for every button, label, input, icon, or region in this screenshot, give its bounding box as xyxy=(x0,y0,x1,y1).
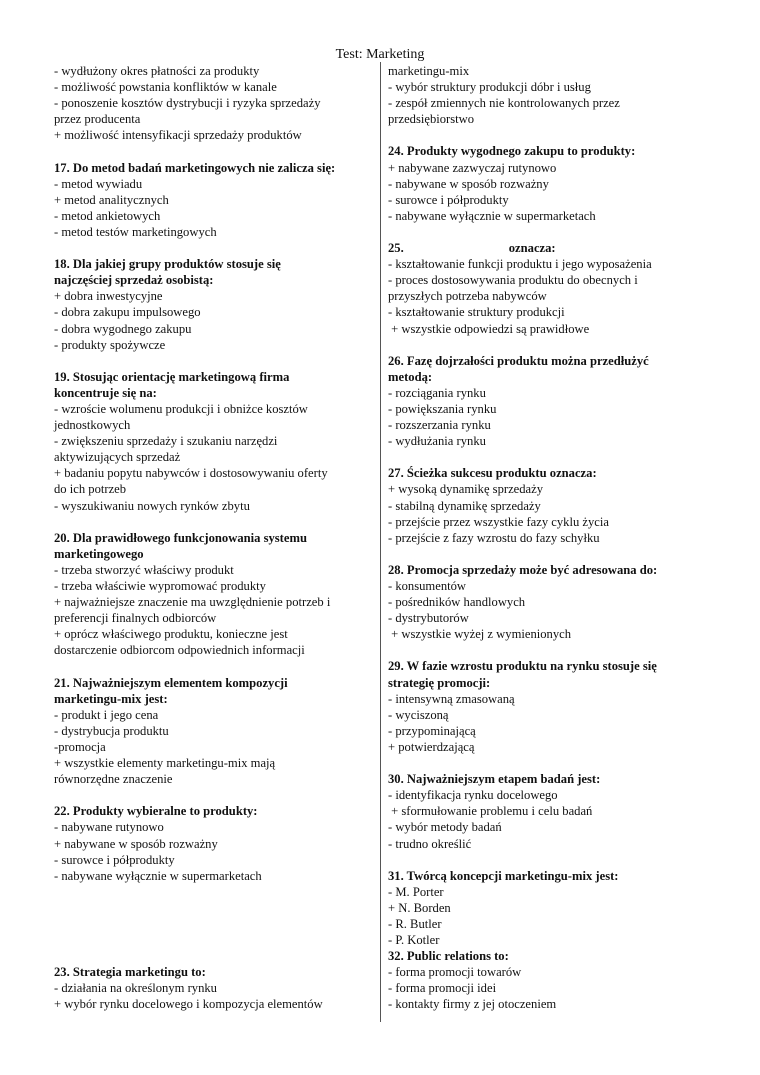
continued-answers xyxy=(388,63,708,127)
question-text: 28. Promocja sprzedaży może być adresowana do: xyxy=(388,562,658,577)
answer-line: przez producenta xyxy=(54,112,141,127)
answer-line: - wydłużania rynku xyxy=(388,434,486,449)
question-text: marketingu-mix jest: xyxy=(54,691,168,706)
answer-line: - dystrybutorów xyxy=(388,611,469,626)
answer-line: aktywizujących sprzedaż xyxy=(54,450,181,465)
question-text: najczęściej sprzedaż osobistą: xyxy=(54,273,214,288)
answer-line: - powiększania rynku xyxy=(388,401,497,416)
continued-answers xyxy=(54,63,376,143)
question-27 xyxy=(388,465,708,545)
answer-line: + wszystkie odpowiedzi są prawidłowe xyxy=(388,321,590,336)
answer-line: + badaniu popytu nabywców i dostosowywaniu oferty xyxy=(54,466,328,481)
answer-line: - dystrybucja produktu xyxy=(54,723,169,738)
answer-line: przyszłych potrzeba nabywców xyxy=(388,289,547,304)
answer-line: - P. Kotler xyxy=(388,933,440,948)
answer-line: - nabywane w sposób rozważny xyxy=(388,176,549,191)
answer-line: - produkt i jego cena xyxy=(54,707,159,722)
answer-line: - surowce i półprodukty xyxy=(54,852,175,867)
answer-line: - zespół zmiennych nie kontrolowanych przez xyxy=(388,96,620,111)
question-21 xyxy=(54,675,376,788)
answer-line: - nabywane wyłącznie w supermarketach xyxy=(388,208,596,223)
question-text: koncentruje się na: xyxy=(54,385,157,400)
answer-line: - surowce i półprodukty xyxy=(388,192,509,207)
question-22 xyxy=(54,803,376,883)
question-text: 27. Ścieżka sukcesu produktu oznacza: xyxy=(388,466,597,481)
answer-line: - przejście przez wszystkie fazy cyklu życia xyxy=(388,514,609,529)
answer-line: + wysoką dynamikę sprzedaży xyxy=(388,482,544,497)
answer-line: + wszystkie wyżej z wymienionych xyxy=(388,627,572,642)
question-text: 19. Stosując orientację marketingową firma xyxy=(54,369,290,384)
answer-line: + nabywane zazwyczaj rutynowo xyxy=(388,160,557,175)
question-28 xyxy=(388,562,708,642)
answer-line: - R. Butler xyxy=(388,916,442,931)
question-text: 30. Najważniejszym etapem badań jest: xyxy=(388,772,601,787)
question-text: strategię promocji: xyxy=(388,675,491,690)
answer-line: - trzeba właściwie wypromować produkty xyxy=(54,579,266,593)
answer-line: - ponoszenie kosztów dystrybucji i ryzyka sprzedaży xyxy=(54,96,321,111)
answer-line: + potwierdzającą xyxy=(388,739,475,754)
answer-line: - nabywane rutynowo xyxy=(54,820,164,835)
answer-line: + sformułowanie problemu i celu badań xyxy=(388,804,593,819)
answer-line: jednostkowych xyxy=(54,418,131,433)
question-text: 20. Dla prawidłowego funkcjonowania systemu xyxy=(54,530,307,545)
answer-line: - możliwość powstania konfliktów w kanale xyxy=(54,80,277,95)
question-20 xyxy=(54,530,376,659)
question-text: 32. Public relations to: xyxy=(388,949,509,964)
answer-line: - wyciszoną xyxy=(388,707,449,722)
answer-line: - kształtowanie funkcji produktu i jego wyposażenia xyxy=(388,257,652,272)
question-text: 26. Fazę dojrzałości produktu można przedłużyć xyxy=(388,353,649,368)
question-26 xyxy=(388,353,708,450)
question-text: 31. Twórcą koncepcji marketingu-mix jest: xyxy=(388,868,619,883)
question-31 xyxy=(388,868,708,948)
answer-line: - trzeba stworzyć właściwy produkt xyxy=(54,562,234,577)
question-32 xyxy=(388,948,708,1012)
answer-line: - działania na określonym rynku xyxy=(54,980,217,995)
answer-line: - wybór metody badań xyxy=(388,820,502,835)
answer-line: -promocja xyxy=(54,739,106,754)
answer-line: + dobra inwestycyjne xyxy=(54,289,163,304)
answer-line: + metod analitycznych xyxy=(54,192,169,207)
answer-line: - forma promocji towarów xyxy=(388,965,522,980)
answer-line: - kontakty firmy z jej otoczeniem xyxy=(388,997,557,1012)
question-23 xyxy=(54,964,376,1012)
answer-line: - przypominającą xyxy=(388,723,476,738)
question-text: metodą: xyxy=(388,369,433,384)
answer-line: + najważniejsze znaczenie ma uwzględnienie potrzeb i xyxy=(54,595,331,610)
answer-line: dostarczenie odbiorcom odpowiednich informacji xyxy=(54,643,305,658)
question-18 xyxy=(54,256,376,353)
question-text: 23. Strategia marketingu to: xyxy=(54,964,206,979)
answer-line: - wybór struktury produkcji dóbr i usług xyxy=(388,80,591,95)
question-text xyxy=(388,240,708,256)
answer-line: - M. Porter xyxy=(388,884,444,899)
answer-line: - wzroście wolumenu produkcji i obniżce kosztów xyxy=(54,401,308,416)
answer-line: + możliwość intensyfikacji sprzedaży produktów xyxy=(54,128,302,143)
question-text: 17. Do metod badań marketingowych nie zalicza się: xyxy=(54,160,336,175)
question-19 xyxy=(54,369,376,514)
question-17 xyxy=(54,160,376,240)
left-column xyxy=(54,63,376,1012)
answer-line: + oprócz właściwego produktu, konieczne jest xyxy=(54,627,288,642)
right-column xyxy=(388,63,708,1013)
answer-line: - produkty spożywcze xyxy=(54,337,166,352)
answer-line: - metod wywiadu xyxy=(54,176,143,191)
question-text: 18. Dla jakiej grupy produktów stosuje się xyxy=(54,257,281,272)
question-29 xyxy=(388,658,708,755)
answer-line: - metod testów marketingowych xyxy=(54,224,217,239)
question-30 xyxy=(388,771,708,851)
question-text: 22. Produkty wybieralne to produkty: xyxy=(54,804,258,819)
answer-line: - pośredników handlowych xyxy=(388,595,526,610)
answer-line: - identyfikacja rynku docelowego xyxy=(388,788,558,803)
answer-line: marketingu-mix xyxy=(388,64,470,78)
answer-line: - trudno określić xyxy=(388,836,472,851)
answer-line: - dobra zakupu impulsowego xyxy=(54,305,201,320)
answer-line: - przejście z fazy wzrostu do fazy schyłku xyxy=(388,530,600,545)
answer-line: przedsiębiorstwo xyxy=(388,112,475,127)
answer-line: - wyszukiwaniu nowych rynków zbytu xyxy=(54,498,250,513)
answer-line: - wydłużony okres płatności za produkty xyxy=(54,64,260,78)
answer-line: - forma promocji idei xyxy=(388,981,497,996)
answer-line: + wszystkie elementy marketingu-mix mają xyxy=(54,756,276,771)
answer-line: + nabywane w sposób rozważny xyxy=(54,836,218,851)
question-text: 24. Produkty wygodnego zakupu to produkty: xyxy=(388,144,636,159)
answer-line: - rozciągania rynku xyxy=(388,385,486,400)
question-text: 29. W fazie wzrostu produktu na rynku stosuje się xyxy=(388,659,657,674)
answer-line: - dobra wygodnego zakupu xyxy=(54,321,192,336)
answer-line: - stabilną dynamikę sprzedaży xyxy=(388,498,541,513)
answer-line: - proces dostosowywania produktu do obecnych i xyxy=(388,273,638,288)
column-divider xyxy=(380,62,381,1022)
question-text: marketingowego xyxy=(54,546,144,561)
answer-line: preferencji finalnych odbiorców xyxy=(54,611,217,626)
answer-line: - metod ankietowych xyxy=(54,208,161,223)
answer-line: - kształtowanie struktury produkcji xyxy=(388,305,565,320)
answer-line: - nabywane wyłącznie w supermarketach xyxy=(54,868,262,883)
question-24 xyxy=(388,143,708,223)
answer-line: + wybór rynku docelowego i kompozycja elementów xyxy=(54,996,323,1011)
answer-line: - intensywną zmasowaną xyxy=(388,691,515,706)
question-text: 21. Najważniejszym elementem kompozycji xyxy=(54,675,288,690)
answer-line: do ich potrzeb xyxy=(54,482,127,497)
answer-line: - zwiększeniu sprzedaży i szukaniu narzędzi xyxy=(54,434,278,449)
question-25 xyxy=(388,240,708,337)
page-title: Test: Marketing xyxy=(335,47,425,62)
answer-line: - konsumentów xyxy=(388,579,467,593)
question-suffix: oznacza: xyxy=(508,241,556,256)
answer-line: + N. Borden xyxy=(388,900,451,915)
question-number: 25. xyxy=(388,241,404,256)
answer-line: równorzędne znaczenie xyxy=(54,772,173,787)
answer-line: - rozszerzania rynku xyxy=(388,418,491,433)
